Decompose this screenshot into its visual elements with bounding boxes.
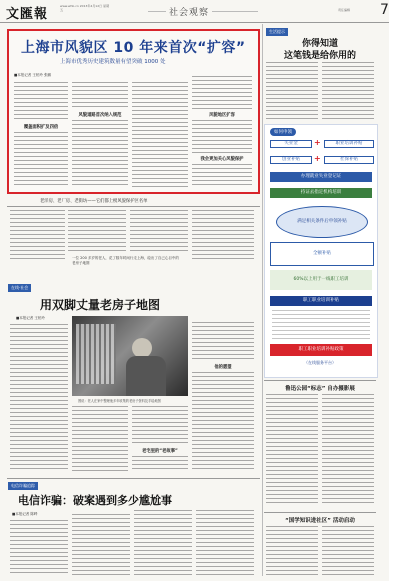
middle-strip-headline: 老洋房、老厂房、老街坊——它们都上榜风貌保护区名单 [40,199,148,204]
bookshelf [76,324,116,384]
text-column [72,82,128,110]
feature-photo [72,316,188,396]
text-column [72,120,128,188]
divider [7,206,260,207]
info-final-sub: （在线服务平台） [304,360,336,365]
plus-icon: + [314,154,321,163]
text-column [134,510,192,576]
text-column [192,76,252,110]
right-story2-title: 鲁迅公园“标志” 自办摄影展 [285,386,355,392]
text-column [192,322,254,362]
section-name: 社会观察 [166,5,212,18]
person-head [132,338,152,358]
feature-headline: 用双脚丈量老房子地图 [40,298,161,312]
text-column [14,132,68,188]
text-column [72,406,128,472]
info-final-bar: 职工职业培训补贴政策 [270,344,372,356]
info-text [272,310,370,340]
divider [264,512,376,513]
text-column [192,164,252,188]
bottom-byline: ■本报记者 陈晔 [12,512,38,516]
text-column [10,324,68,472]
page-number: 7 [380,2,389,18]
text-column [266,526,318,576]
info-green-bar: 60%以上用于一线职工培训 [270,270,372,290]
text-column [192,210,254,262]
text-column [132,82,188,188]
masthead-date: www.whb.cn 2013年4月12日 星期五 [60,4,110,12]
info-box: 失业金 [270,140,312,148]
info-box: 全额补贴 [270,242,374,266]
infographic-heading: 如何申领 [270,128,296,136]
text-column [130,210,188,252]
text-column [132,406,188,446]
text-column [192,120,252,154]
text-column [72,514,130,576]
info-box: 创业补贴 [270,156,312,164]
info-step: 持证去指定机构培训 [270,188,372,198]
feature-byline: ■本报记者 王柏玲 [16,316,45,320]
section-tag: 生活提示 [266,28,288,36]
feature-subhead: 老宅里的“老故事” [142,449,178,454]
text-column [132,456,188,472]
right-headline-1: 你得知道 [301,39,338,49]
text-column [322,62,374,120]
plus-icon: + [314,138,321,147]
text-column [68,210,126,252]
right-story3-title: “国学知识进社区” 活动启动 [285,518,355,524]
info-bar: 职工职业培训补贴 [270,296,372,306]
column-divider [262,24,263,576]
section-tag: 在线·社会 [8,284,31,292]
photo-caption: 图说：老人在家中整理他多年收集的老房子资料及手绘地图 [78,399,161,403]
info-box: 职业培训补贴 [324,140,374,148]
divider [7,478,260,479]
text-column [322,394,374,506]
lead-subhead: 我会更加关心风貌保护 [200,157,244,162]
lead-subhead: 风貌地区扩容 [209,113,235,118]
section-tag: 电信诈骗追踪 [8,482,38,490]
lead-story-headline: 上海市风貌区 10 年来首次“扩容” [21,40,246,56]
text-column [14,82,68,122]
text-column [10,520,68,576]
text-column [192,372,254,472]
bottom-headline: 电信诈骗：破案遇到多少尴尬事 [18,494,172,507]
lead-story-byline: ■本报记者 王柏玲 张鹏 [14,73,52,77]
lead-subhead: 覆盖面积扩及四倍 [23,125,59,130]
text-column [10,210,65,262]
text-column [196,510,254,576]
right-headline-2: 这笔钱是给你用的 [283,51,356,61]
pull-quote: 一位 200 多岁的老人，花了数年时间行走上海，绘出了自己心目中的老房子地图 [72,256,179,265]
feature-subhead: 他的愿望 [214,365,232,370]
info-ellipse: 满足相关条件后申领补贴 [276,206,368,238]
lead-subhead: 风貌道路首次纳入规范 [78,113,122,118]
text-column [322,526,374,576]
person-body [126,356,166,396]
lead-story-subtitle: 上海市优秀历史建筑数量有望突破 1000 处 [60,59,166,65]
text-column [266,394,318,506]
text-column [266,62,318,120]
info-step: 办理就业失业登记证 [270,172,372,182]
newspaper-logo: 文匯報 [6,7,49,22]
page-edge [389,0,401,581]
editor-credit: 责任编辑 [338,8,351,12]
divider [264,380,376,381]
info-box: 社保补贴 [324,156,374,164]
